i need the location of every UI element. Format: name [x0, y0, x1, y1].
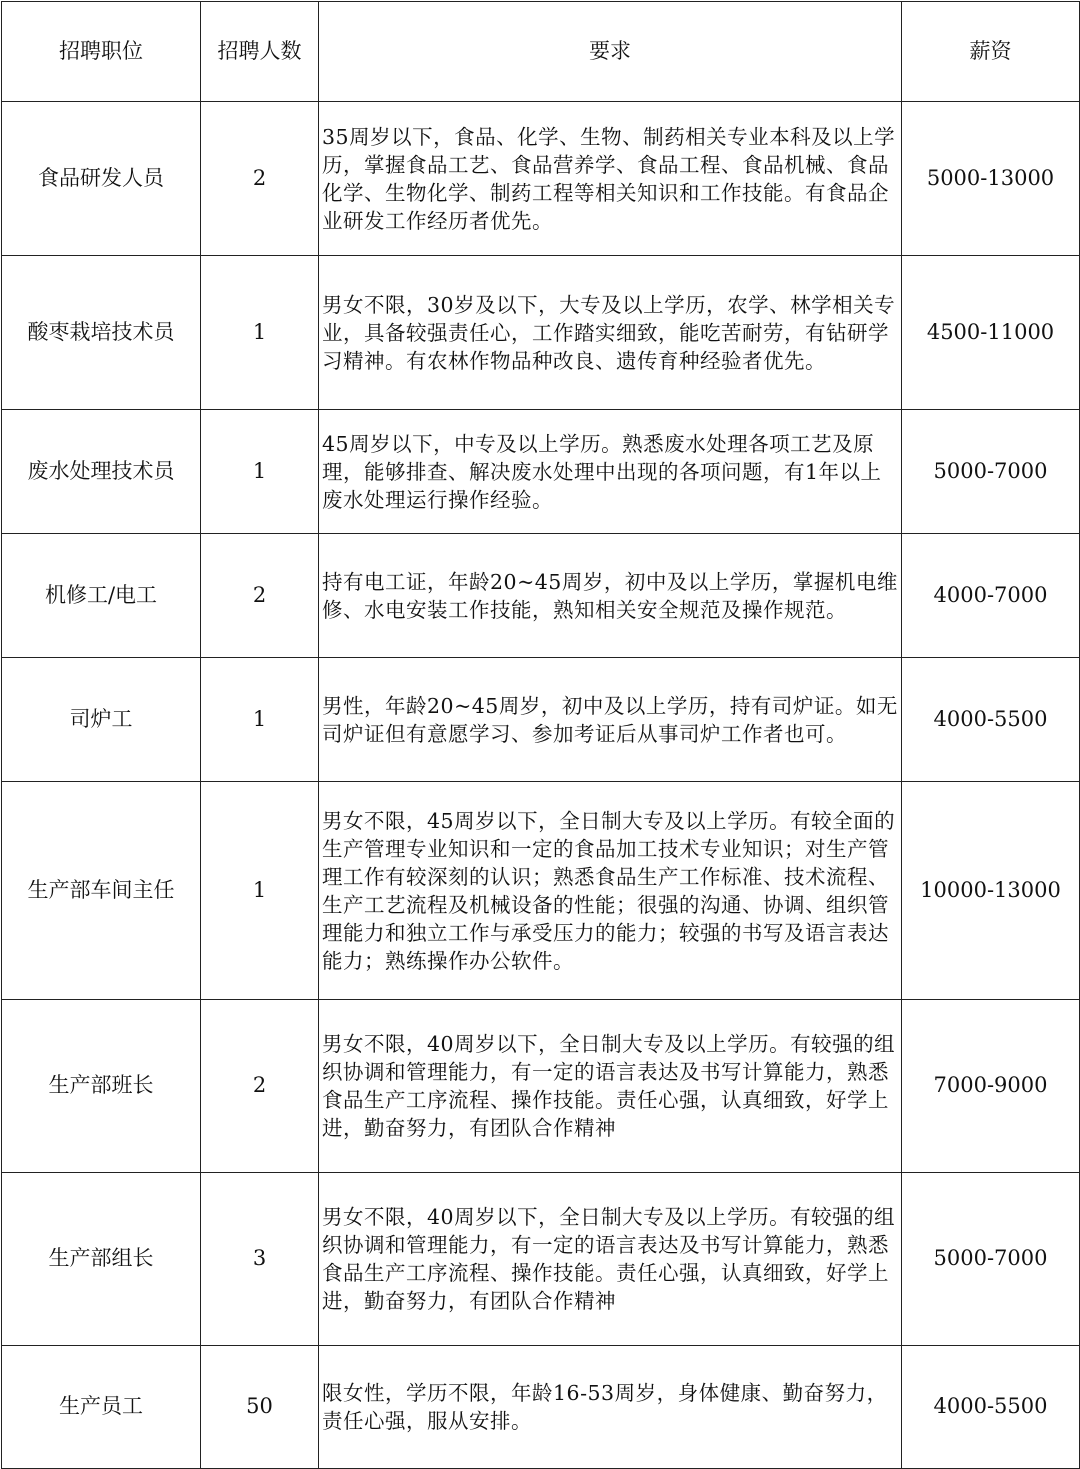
cell-requirements: 男女不限，45周岁以下，全日制大专及以上学历。有较全面的生产管理专业知识和一定的食品加工技术专业知识；对生产管理工作有较深刻的认识；熟悉食品生产工作标准、技术流程、生产工艺流程及机械设备的性能；很强的沟通、协调、组织管理能力和独立工作与承受压力的能力；较强的书写及语言表达能力；熟练操作办公软件。 — [319, 782, 902, 1000]
cell-position: 机修工/电工 — [2, 534, 201, 658]
cell-count: 1 — [201, 256, 319, 410]
cell-position: 生产部班长 — [2, 1000, 201, 1173]
cell-count: 1 — [201, 658, 319, 782]
cell-requirements: 持有电工证，年龄20~45周岁，初中及以上学历，掌握机电维修、水电安装工作技能，熟知相关安全规范及操作规范。 — [319, 534, 902, 658]
cell-salary: 4500-11000 — [902, 256, 1080, 410]
cell-position: 酸枣栽培技术员 — [2, 256, 201, 410]
table-row — [2, 102, 1080, 256]
cell-requirements: 35周岁以下，食品、化学、生物、制药相关专业本科及以上学历，掌握食品工艺、食品营养学、食品工程、食品机械、食品化学、生物化学、制药工程等相关知识和工作技能。有食品企业研发工作经历者优先。 — [319, 102, 902, 256]
cell-count: 1 — [201, 410, 319, 534]
cell-position: 废水处理技术员 — [2, 410, 201, 534]
cell-salary: 10000-13000 — [902, 782, 1080, 1000]
table-row — [2, 658, 1080, 782]
table-row — [2, 534, 1080, 658]
table-header-row — [2, 2, 1080, 102]
cell-position: 司炉工 — [2, 658, 201, 782]
cell-requirements: 男女不限，40周岁以下，全日制大专及以上学历。有较强的组织协调和管理能力，有一定的语言表达及书写计算能力，熟悉食品生产工序流程、操作技能。责任心强，认真细致，好学上进，勤奋努力，有团队合作精神 — [319, 1000, 902, 1173]
cell-count: 2 — [201, 102, 319, 256]
cell-count: 3 — [201, 1173, 319, 1346]
cell-requirements: 45周岁以下，中专及以上学历。熟悉废水处理各项工艺及原理，能够排查、解决废水处理中出现的各项问题，有1年以上废水处理运行操作经验。 — [319, 410, 902, 534]
table-row — [2, 256, 1080, 410]
cell-salary: 7000-9000 — [902, 1000, 1080, 1173]
cell-position: 生产部车间主任 — [2, 782, 201, 1000]
table-row — [2, 1346, 1080, 1469]
cell-position: 食品研发人员 — [2, 102, 201, 256]
cell-count: 50 — [201, 1346, 319, 1469]
table-row — [2, 410, 1080, 534]
cell-salary: 5000-7000 — [902, 410, 1080, 534]
header-salary: 薪资 — [902, 2, 1080, 102]
cell-salary: 4000-5500 — [902, 1346, 1080, 1469]
table-row — [2, 782, 1080, 1000]
cell-requirements: 限女性，学历不限，年龄16-53周岁，身体健康、勤奋努力，责任心强，服从安排。 — [319, 1346, 902, 1469]
cell-count: 2 — [201, 1000, 319, 1173]
header-position: 招聘职位 — [2, 2, 201, 102]
cell-count: 2 — [201, 534, 319, 658]
table-row — [2, 1000, 1080, 1173]
cell-position: 生产部组长 — [2, 1173, 201, 1346]
table-row — [2, 1173, 1080, 1346]
recruitment-table — [1, 1, 1080, 1469]
cell-salary: 5000-13000 — [902, 102, 1080, 256]
cell-requirements: 男性，年龄20~45周岁，初中及以上学历，持有司炉证。如无司炉证但有意愿学习、参加考证后从事司炉工作者也可。 — [319, 658, 902, 782]
cell-salary: 4000-5500 — [902, 658, 1080, 782]
cell-requirements: 男女不限，30岁及以下，大专及以上学历，农学、林学相关专业，具备较强责任心，工作踏实细致，能吃苦耐劳，有钻研学习精神。有农林作物品种改良、遗传育种经验者优先。 — [319, 256, 902, 410]
cell-salary: 4000-7000 — [902, 534, 1080, 658]
cell-count: 1 — [201, 782, 319, 1000]
cell-salary: 5000-7000 — [902, 1173, 1080, 1346]
cell-requirements: 男女不限，40周岁以下，全日制大专及以上学历。有较强的组织协调和管理能力，有一定的语言表达及书写计算能力，熟悉食品生产工序流程、操作技能。责任心强，认真细致，好学上进，勤奋努力，有团队合作精神 — [319, 1173, 902, 1346]
cell-position: 生产员工 — [2, 1346, 201, 1469]
header-requirements: 要求 — [319, 2, 902, 102]
header-count: 招聘人数 — [201, 2, 319, 102]
